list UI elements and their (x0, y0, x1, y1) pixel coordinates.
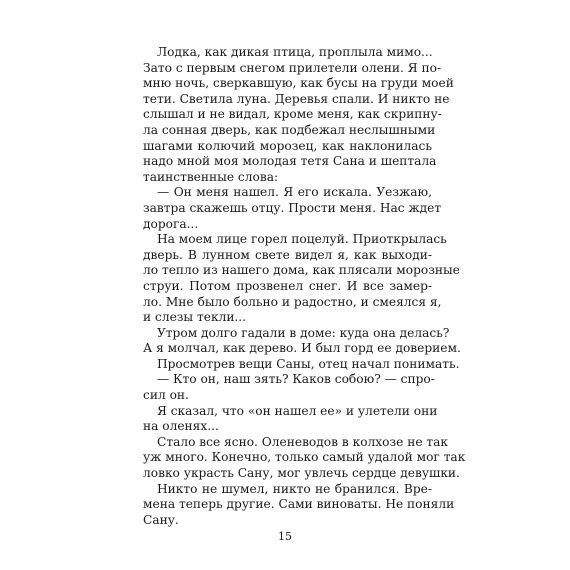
text-line: и слезы текли... (143, 310, 247, 325)
paragraph (143, 45, 454, 185)
text-line: Зато с первым снегом прилетели олени. Я по- (143, 60, 442, 75)
text-line: шагами колючий морозец, как наклонилась (143, 138, 432, 153)
text-line: дорога... (143, 216, 199, 231)
paragraph (143, 185, 442, 232)
text-line: На моем лице горел поцелуй. Приоткрылась (157, 232, 447, 247)
text-line: мню ночь, сверкавшую, как бусы на груди моей (143, 76, 454, 91)
text-line: таинственные слова: (143, 169, 279, 184)
text-line: А я молчал, как дерево. И был горд ее доверием. (143, 341, 461, 356)
paragraph (143, 232, 460, 326)
text-line: ло. Мне было больно и радостно, и смеялся я, (143, 294, 442, 309)
paragraph (143, 356, 460, 373)
paragraph (143, 481, 455, 529)
text-line: дверь. В лунном свете видел я, как выходи- (143, 247, 432, 262)
text-line: ло тепло из нашего дома, как плясали морозные (143, 263, 460, 278)
paragraph (143, 403, 438, 435)
text-line: сил он. (143, 388, 189, 403)
text-line: — Он меня нашел. Я его искала. Уезжаю, (157, 185, 432, 200)
text-line: слышал и не видал, кроме меня, как скрипну- (143, 107, 442, 122)
text-line: Лодка, как дикая птица, проплыла мимо... (157, 45, 433, 59)
text-line: мена теперь другие. Сами виноваты. Не поняли (143, 497, 455, 512)
page-number: 15 (278, 530, 292, 543)
text-line: Никто не шумел, никто не бранился. Вре- (157, 481, 432, 496)
text-line: струи. Потом прозвенел снег. И все замер- (143, 278, 432, 293)
paragraph (143, 325, 461, 357)
paragraph (143, 372, 435, 403)
text-line: тети. Светила луна. Деревья спали. И никто не (143, 91, 450, 106)
text-line: Я сказал, что «он нашел ее» и улетели они (157, 403, 438, 418)
text-line: Сану. (143, 512, 179, 527)
text-line: завтра скажешь отцу. Прости меня. Нас ждет (143, 200, 442, 215)
text-line: уж много. Конечно, только самый удалой мог так (143, 450, 466, 465)
text-line: Просмотрев вещи Саны, отец начал понимать. (157, 356, 460, 371)
text-line: — Кто он, наш зять? Каков собою? — спро- (157, 372, 435, 387)
text-line: Стало все ясно. Оленеводов в колхозе не так (157, 434, 449, 449)
text-line: ловко украсть Сану, мог увлечь сердце девушки. (143, 466, 460, 481)
text-line: надо мной моя молодая тетя Сана и шептала (143, 154, 437, 169)
page-text (143, 45, 466, 528)
text-line: Утром долго гадали в доме: куда она делась? (157, 325, 450, 340)
text-line: ла сонная дверь, как подбежал неслышными (143, 122, 436, 137)
text-line: на оленях... (143, 419, 219, 434)
paragraph (143, 434, 466, 482)
